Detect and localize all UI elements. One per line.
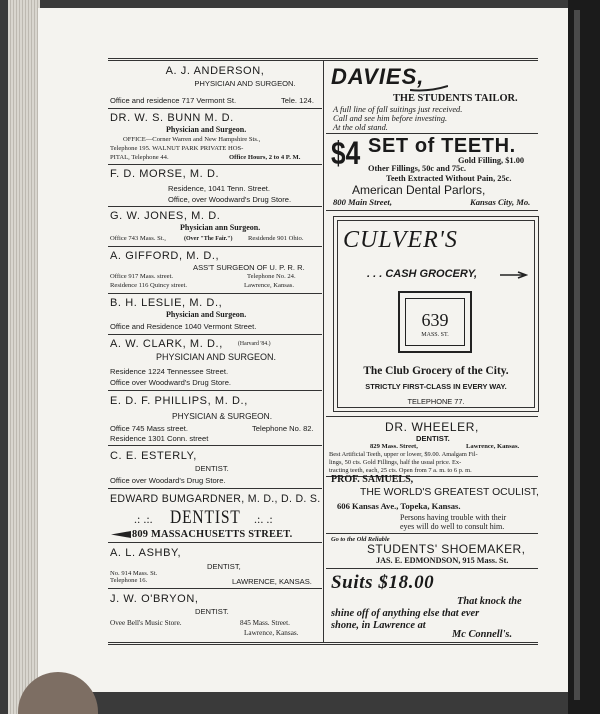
culver-number: 639 (421, 310, 449, 330)
culver-strict: STRICTLY FIRST-CLASS IN EVERY WAY. (365, 382, 507, 391)
teeth-headline: SET of TEETH. (368, 135, 516, 157)
teeth-gold: Gold Filling, $1.00 (458, 156, 525, 165)
clark-harvard: (Harvard '84.) (238, 341, 271, 347)
teeth-firm: American Dental Parlors, (352, 183, 486, 197)
rule-r6 (326, 568, 538, 569)
davies-line2: Call and see him before investing. (333, 114, 448, 123)
arrow-flourish-icon (500, 271, 528, 279)
rule-4 (108, 246, 322, 247)
gifford-office: Office 917 Mass. street. (110, 273, 174, 280)
bumgardner-name: EDWARD BUMGARDNER, M. D., D. D. S. (110, 493, 321, 505)
anderson-tele: Tele. 124. (281, 96, 314, 105)
morse-line1: Residence, 1041 Tenn. Street. (168, 184, 271, 193)
davies-line1: A full line of fall suitings just received. (333, 105, 463, 114)
ashby-addr2: Telephone 16. (110, 577, 148, 584)
shoemaker-pre: Go to the Old Reliable (331, 536, 390, 543)
esterly-name: C. E. ESTERLY, (110, 450, 197, 462)
jones-office: Office 743 Mass. St., (110, 235, 166, 242)
bunn-line1: OFFICE—Corner Warren and New Hampshire Sts., (123, 136, 261, 143)
book-gutter (568, 0, 600, 714)
teeth-extract: Teeth Extracted Without Pain, 25c. (386, 174, 512, 183)
rule-r1 (326, 133, 538, 134)
phillips-title: PHYSICIAN & SURGEON. (172, 411, 273, 421)
ashby-addr1: No. 914 Mass. St. (110, 570, 158, 577)
clark-office: Office over Woodward's Drug Store. (110, 378, 232, 387)
bumgardner-dots-left: .: .:. (134, 512, 153, 526)
bumgardner-address: 809 MASSACHUSETTS STREET. (132, 529, 293, 540)
jones-name: G. W. JONES, M. D. (110, 210, 221, 222)
anderson-title: PHYSICIAN AND SURGEON. (194, 79, 296, 88)
leslie-name: B. H. LESLIE, M. D., (110, 297, 223, 309)
rule-6 (108, 334, 322, 335)
clark-name: A. W. CLARK, M. D., (110, 338, 223, 350)
phillips-name: E. D. F. PHILLIPS, M. D., (110, 395, 248, 407)
samuels-name: PROF. SAMUELS, (331, 474, 414, 485)
clark-res: Residence 1224 Tennessee Street. (110, 367, 229, 376)
jones-title: Physician ann Surgeon. (180, 223, 261, 232)
phillips-res: Residence 1301 Conn. street (110, 434, 209, 443)
rule-8 (108, 445, 322, 446)
ashby-name: A. L. ASHBY, (110, 547, 182, 559)
culver-club: The Club Grocery of the City. (363, 365, 509, 377)
suits-line4: Mc Connell's. (452, 629, 513, 640)
teeth-price: $4 (331, 135, 361, 171)
phillips-office: Office 745 Mass street. (110, 424, 188, 433)
gifford-title: ASS'T SURGEON OF U. P. R. R. (193, 263, 305, 272)
gifford-city: Lawrence, Kansas. (244, 282, 294, 289)
suits-line2: shine off of anything else that ever (331, 608, 480, 619)
rule-10 (108, 542, 322, 543)
samuels-line1: Persons having trouble with their (400, 513, 507, 522)
wheeler-city: Lawrence, Kansas. (466, 443, 520, 450)
shoemaker-who: JAS. E. EDMONDSON, 915 Mass. St. (376, 556, 509, 565)
teeth-street: 800 Main Street, (333, 197, 392, 207)
obryon-city: Lawrence, Kansas. (244, 629, 299, 637)
flourish-icon (410, 84, 448, 92)
wheeler-line2: lings, 50 cts. Gold Fillings, half the usual price. Ex- (329, 459, 462, 466)
bottom-border (108, 642, 538, 645)
leslie-office: Office and Residence 1040 Vermont Street. (110, 322, 257, 331)
teeth-city: Kansas City, Mo. (470, 197, 531, 207)
davies-tag: THE STUDENTS TAILOR. (393, 93, 518, 104)
shoemaker-name: STUDENTS' SHOEMAKER, (367, 542, 526, 556)
obryon-street: 845 Mass. Street. (240, 619, 290, 627)
rule-2 (108, 164, 322, 165)
gifford-name: A. GIFFORD, M. D., (110, 250, 220, 262)
morse-name: F. D. MORSE, M. D. (110, 168, 220, 180)
bunn-name: DR. W. S. BUNN M. D. (110, 112, 234, 124)
esterly-title: DENTIST. (195, 464, 229, 473)
gifford-res: Residence 116 Quincy street. (110, 282, 188, 289)
davies-line3: At the old stand. (333, 123, 388, 132)
rule-3 (108, 206, 322, 207)
culver-name: CULVER'S (343, 227, 458, 253)
phillips-tel: Telephone No. 82. (252, 424, 314, 433)
teeth-other: Other Fillings, 50c and 75c. (368, 164, 467, 173)
ashby-city: LAWRENCE, KANSAS. (232, 577, 312, 586)
anderson-name: A. J. ANDERSON, (165, 65, 265, 77)
obryon-office: Ovee Bell's Music Store. (110, 619, 182, 627)
rule-r2 (326, 210, 538, 211)
samuels-line2: eyes will do well to consult him. (400, 522, 505, 531)
rule-r3 (326, 416, 538, 417)
pointing-hand-icon (111, 530, 131, 539)
wheeler-name: DR. WHEELER, (385, 420, 479, 434)
clark-title: PHYSICIAN AND SURGEON. (155, 352, 277, 362)
suits-head: Suits $18.00 (331, 572, 435, 593)
culver-street: MASS. ST. (421, 332, 449, 338)
obryon-name: J. W. O'BRYON, (110, 593, 199, 605)
rule-9 (108, 488, 322, 489)
jones-res: Residende 901 Ohio. (248, 235, 304, 242)
column-divider (323, 60, 324, 642)
culver-tel: TELEPHONE 77. (407, 397, 465, 406)
wheeler-addr: 829 Mass. Street, (370, 443, 418, 450)
bumgardner-dots-right: .:. .: (254, 512, 273, 526)
rule-5 (108, 293, 322, 294)
leslie-title: Physician and Surgeon. (166, 310, 247, 319)
bunn-line3: PITAL, Telephone 44. (110, 154, 169, 161)
suits-line3: shone, in Lawrence at (331, 620, 426, 631)
gifford-tel: Telephone No. 24. (247, 273, 296, 280)
wheeler-line1: Best Artificial Teeth, upper or lower, $9.00. Amalgam Fil- (329, 451, 478, 458)
suits-line1: That knock the (457, 596, 522, 607)
bunn-title: Physician and Surgeon. (166, 125, 247, 134)
samuels-addr: 606 Kansas Ave., Topeka, Kansas. (337, 501, 461, 511)
anderson-office: Office and residence 717 Vermont St. (110, 96, 237, 105)
obryon-title: DENTIST. (195, 607, 229, 616)
ashby-title: DENTIST, (207, 562, 241, 571)
bunn-hours: Office Hours, 2 to 4 P. M. (229, 154, 301, 161)
book-page-edges (8, 0, 40, 714)
rule-7 (108, 390, 322, 391)
morse-line2: Office, over Woodward's Drug Store. (168, 195, 292, 204)
bumgardner-dentist: DENTIST (170, 507, 241, 528)
culver-grocery: . . . CASH GROCERY, (367, 268, 478, 280)
esterly-office: Office over Woodard's Drug Store. (110, 476, 226, 485)
wheeler-line3: tracting teeth, each, 25 cts. Open from 7 a. m. to 6 p. m. (329, 467, 472, 474)
bunn-line2: Telephone 195. WALNUT PARK PRIVATE HOS- (110, 145, 244, 152)
wheeler-title: DENTIST. (416, 434, 450, 443)
davies-name: DAVIES, (331, 64, 425, 89)
rule-1 (108, 108, 322, 109)
jones-fair: (Over "The Fair.") (184, 236, 233, 242)
rule-11 (108, 588, 322, 589)
samuels-title: THE WORLD'S GREATEST OCULIST, (360, 487, 539, 498)
rule-r5 (326, 533, 538, 534)
